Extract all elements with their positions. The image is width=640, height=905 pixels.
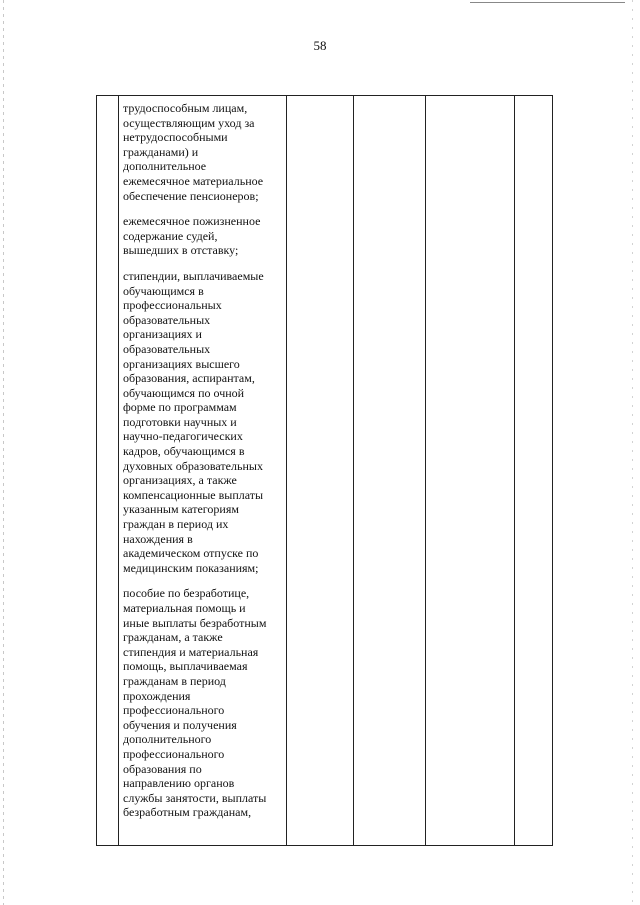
table-cell-empty-1 [287, 96, 354, 846]
text-line: нахождения в [123, 531, 193, 546]
text-line: гражданами) и [123, 144, 199, 159]
text-line: обеспечение пенсионеров; [123, 188, 259, 203]
text-line: ежемесячное материальное [123, 173, 264, 188]
text-line: профессионального [123, 703, 225, 718]
top-rule-line [470, 2, 625, 3]
text-line: академическом отпуске по [123, 546, 259, 561]
text-line: материальная помощь и [123, 601, 246, 615]
paragraph [123, 214, 284, 258]
text-line: профессиональных [123, 298, 222, 313]
text-line: организациях, а также [123, 473, 237, 488]
paragraph [123, 586, 284, 820]
text-line: стипендия и материальная [123, 644, 259, 659]
text-line: духовных образовательных [123, 458, 263, 473]
page-number: 58 [313, 38, 327, 53]
text-line: профессионального [123, 746, 225, 761]
text-line: дополнительное [123, 159, 207, 174]
text-line: образовательных [123, 312, 211, 327]
text-line: вышедших в отставку; [123, 243, 239, 258]
text-line: научно-педагогических [123, 429, 243, 444]
paragraph [123, 269, 284, 575]
text-line: трудоспособным лицам, [123, 101, 248, 115]
text-line: дополнительного [123, 732, 212, 747]
text-line: организациях и [123, 327, 202, 342]
text-line: компенсационные выплаты [123, 487, 264, 502]
table-cell-empty-3 [426, 96, 515, 846]
text-line: осуществляющим уход за [123, 115, 255, 130]
text-line: указанным категориям [123, 502, 239, 517]
table-cell-empty-4 [515, 96, 553, 846]
text-line: образования по [123, 761, 202, 776]
description-text [119, 96, 286, 820]
table-cell-description [119, 96, 287, 846]
paragraph [123, 101, 284, 203]
text-line: прохождения [123, 688, 191, 703]
text-line: обучающимся по очной [123, 385, 245, 400]
text-line: форме по программам [123, 400, 237, 415]
scan-edge-right [632, 0, 633, 905]
text-line: образовательных [123, 341, 211, 356]
text-line: обучающимся в [123, 283, 204, 298]
text-line: гражданам, а также [123, 630, 223, 645]
table-cell-number [97, 96, 119, 846]
text-line: подготовки научных и [123, 414, 237, 429]
text-line: содержание судей, [123, 228, 218, 243]
scan-edge-left [3, 0, 4, 905]
text-line: организациях высшего [123, 356, 240, 371]
text-line: образования, аспирантам, [123, 371, 255, 386]
table-row [97, 96, 553, 846]
text-line: помощь, выплачиваемая [123, 659, 248, 674]
text-line: обучения и получения [123, 717, 237, 732]
text-line: гражданам в период [123, 673, 226, 688]
text-line: ежемесячное пожизненное [123, 214, 261, 229]
text-line: направлению органов [123, 776, 235, 791]
text-line: граждан в период их [123, 517, 229, 532]
text-line: стипендии, выплачиваемые [123, 268, 264, 283]
text-line: кадров, обучающимся в [123, 444, 245, 459]
document-table [96, 95, 553, 846]
text-line: службы занятости, выплаты [123, 790, 267, 805]
text-line: нетрудоспособными [123, 130, 228, 145]
text-line: пособие по безработице, [123, 586, 250, 601]
text-line: безработным гражданам, [123, 805, 252, 820]
text-line: иные выплаты безработным [123, 615, 267, 630]
table-cell-empty-2 [354, 96, 426, 846]
text-line: медицинским показаниям; [123, 560, 259, 575]
